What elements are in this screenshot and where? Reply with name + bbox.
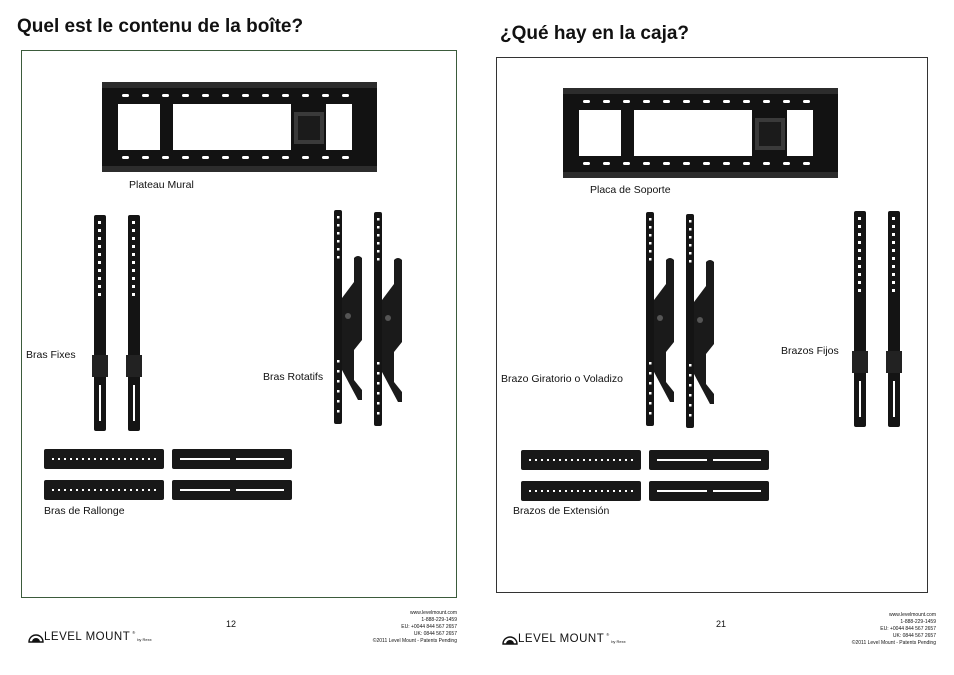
contact-copyright: ©2011 Level Mount - Patents Pending	[372, 638, 457, 644]
contact-uk-phone: UK: 0844 567 2657	[892, 633, 936, 639]
fixed-arms-image-fr	[92, 215, 144, 431]
contact-phone: 1-888-229-1459	[900, 619, 936, 625]
contact-website: www.levelmount.com	[410, 610, 457, 616]
contact-website: www.levelmount.com	[889, 612, 936, 618]
contact-block-fr	[373, 610, 457, 645]
label-wall-plate-fr: Plateau Mural	[129, 179, 194, 191]
wall-plate-image-es	[563, 88, 838, 178]
contact-uk-phone: UK: 0844 567 2657	[413, 631, 457, 637]
wall-plate-image-fr	[102, 82, 377, 172]
label-swivel-arms-es: Brazo Giratorio o Voladizo	[501, 373, 623, 385]
contact-phone: 1-888-229-1459	[421, 617, 457, 623]
logo-registered-mark: ®	[132, 630, 136, 635]
label-wall-plate-es: Placa de Soporte	[590, 184, 671, 196]
label-extension-arms-fr: Bras de Rallonge	[44, 505, 125, 517]
level-mount-logo-icon	[28, 633, 44, 643]
label-swivel-arms-fr: Bras Rotatifs	[263, 371, 324, 383]
label-fixed-arms-es: Brazos Fijos	[781, 345, 839, 357]
swivel-arms-image-fr	[332, 210, 412, 426]
logo-wordmark: LEVEL MOUNT	[518, 633, 605, 645]
page-title-fr: Quel est le contenu de la boîte?	[17, 16, 304, 37]
contact-block-es	[852, 612, 936, 647]
page-title-es: ¿Qué hay en la caja?	[500, 23, 690, 44]
label-fixed-arms-fr: Bras Fixes	[26, 349, 76, 361]
extension-arms-image-fr	[44, 449, 292, 501]
contact-copyright: ©2011 Level Mount - Patents Pending	[851, 640, 936, 646]
extension-arms-image-es	[521, 450, 769, 502]
brand-logo-es	[502, 632, 626, 645]
page-number-es: 21	[716, 619, 727, 629]
brand-logo-fr	[28, 630, 152, 643]
swivel-arms-image-es	[644, 212, 724, 428]
logo-registered-mark: ®	[606, 632, 610, 637]
fixed-arms-image-es	[852, 211, 904, 427]
level-mount-logo-icon	[502, 635, 518, 645]
logo-subtitle: by Rexx	[611, 639, 626, 644]
logo-subtitle: by Rexx	[137, 637, 152, 642]
contact-eu-phone: EU: +0044 844 567 2657	[880, 626, 936, 632]
page-number-fr: 12	[226, 619, 237, 629]
logo-wordmark: LEVEL MOUNT	[44, 631, 131, 643]
contact-eu-phone: EU: +0044 844 567 2657	[401, 624, 457, 630]
label-extension-arms-es: Brazos de Extensión	[513, 505, 610, 517]
